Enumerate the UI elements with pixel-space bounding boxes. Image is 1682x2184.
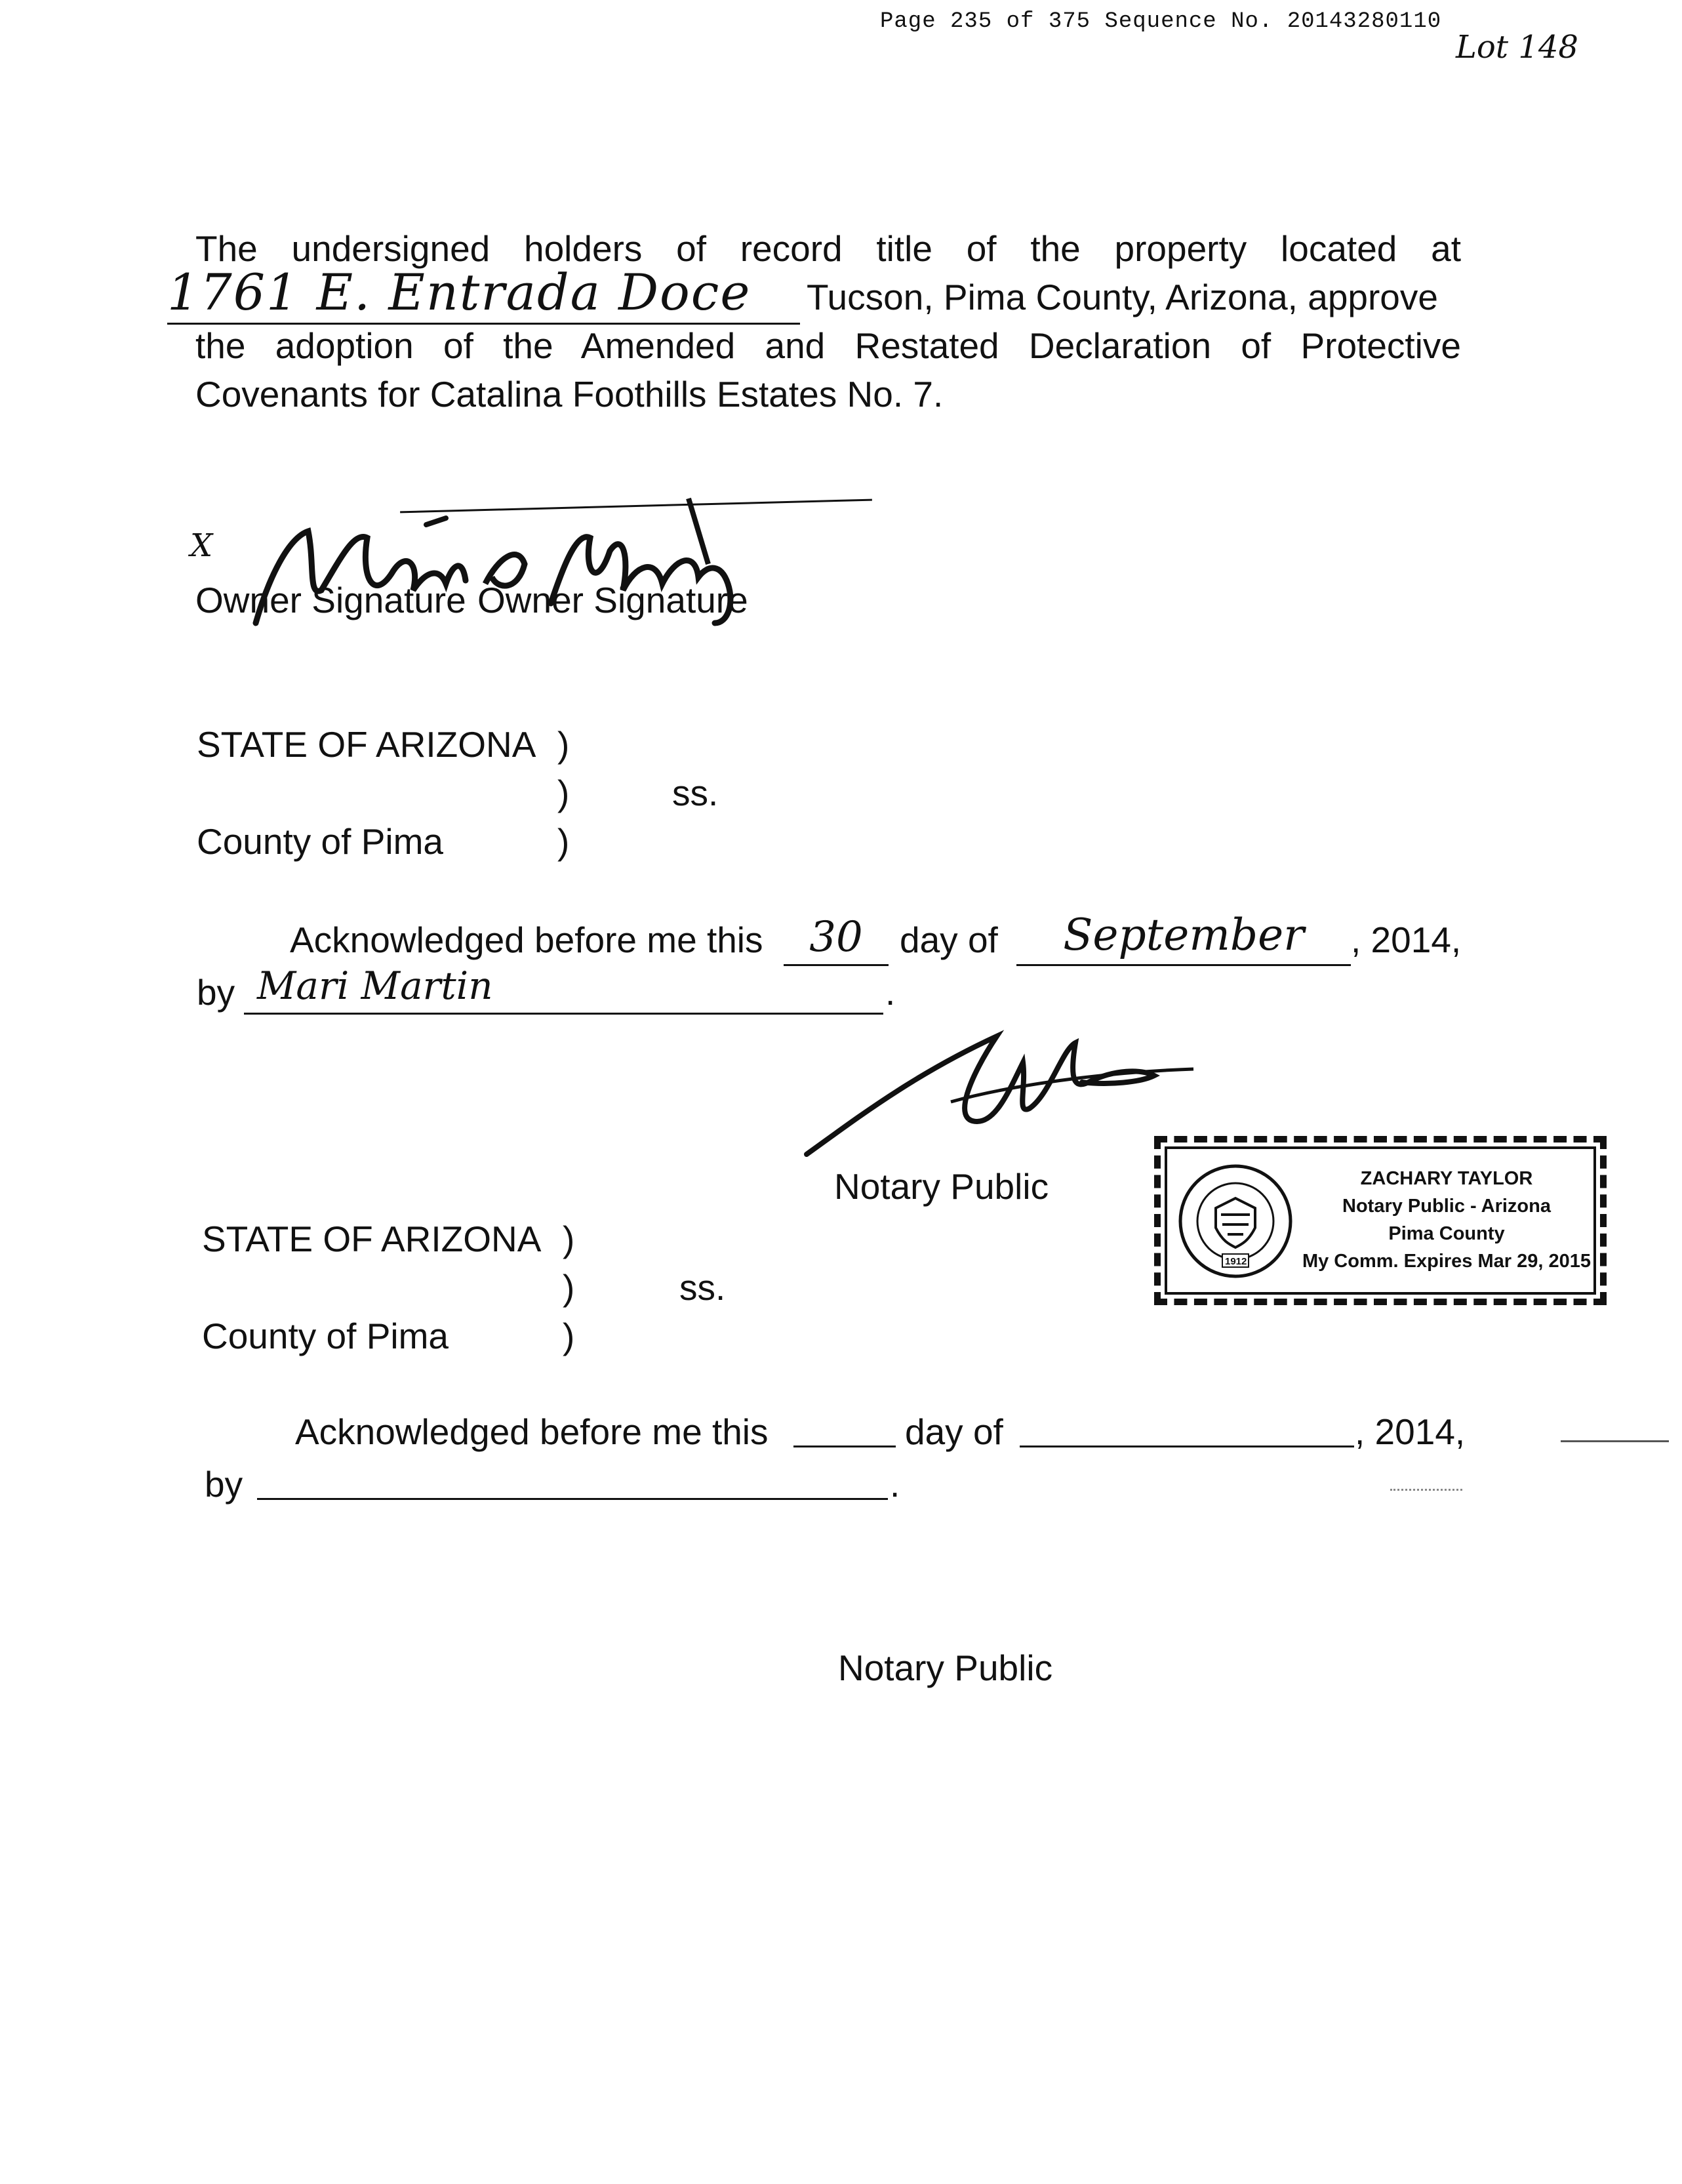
notary-public-label-2: Notary Public	[838, 1648, 1053, 1688]
stamp-notary-title: Notary Public - Arizona	[1342, 1196, 1551, 1217]
year-label: , 2014,	[1351, 920, 1462, 960]
by-label-2: by	[205, 1464, 243, 1505]
page-sequence-header: Page 235 of 375 Sequence No. 20143280110	[880, 9, 1442, 34]
acknowledged-prefix: Acknowledged before me this	[290, 920, 763, 960]
stamp-text-block	[1289, 1165, 1604, 1275]
stamp-notary-name: ZACHARY TAYLOR	[1360, 1168, 1533, 1189]
by-label: by	[197, 972, 235, 1013]
county-of-pima-label-2: County of Pima	[202, 1316, 449, 1356]
notary-public-label-1: Notary Public	[834, 1166, 1049, 1207]
ss-label-2: ss.	[679, 1267, 726, 1308]
month-field: September	[1016, 906, 1351, 966]
notary-signature-image	[800, 1023, 1207, 1167]
scan-mark-2	[1390, 1489, 1462, 1491]
month-field-blank	[1020, 1446, 1354, 1447]
paren-3: )	[557, 821, 570, 862]
scan-mark-1	[1561, 1440, 1669, 1442]
approval-line-2: Tucson, Pima County, Arizona, approve	[807, 277, 1438, 317]
paren-6: )	[563, 1316, 575, 1356]
owner-signature-image	[210, 492, 800, 636]
acknowledged-prefix-2: Acknowledged before me this	[295, 1411, 769, 1452]
state-of-arizona-label-2: STATE OF ARIZONA	[202, 1219, 542, 1259]
paren-4: )	[563, 1219, 575, 1259]
state-of-arizona-label: STATE OF ARIZONA	[197, 724, 536, 765]
stamp-expiration: My Comm. Expires Mar 29, 2015	[1302, 1251, 1592, 1272]
owner-signature-label-2: Owner Signature	[477, 580, 748, 620]
owner-signature-label-1: Owner Signature	[195, 580, 466, 620]
approval-line-4: Covenants for Catalina Foothills Estates No. 7.	[195, 374, 944, 415]
year-label-2: , 2014,	[1355, 1411, 1466, 1452]
by-name-field-blank	[257, 1498, 888, 1500]
county-of-pima-label: County of Pima	[197, 821, 444, 862]
seal-year: 1912	[1225, 1256, 1247, 1267]
day-of-label: day of	[900, 920, 998, 960]
paren-5: )	[563, 1267, 575, 1308]
paren-2: )	[557, 773, 570, 813]
day-field-blank	[793, 1446, 896, 1447]
approval-line-3: the adoption of the Amended and Restated Declaration of Protective	[195, 325, 1461, 366]
lot-number-note: Lot 148	[1456, 29, 1578, 66]
day-of-label-2: day of	[905, 1411, 1003, 1452]
approval-line-1: The undersigned holders of record title of the property located at	[195, 228, 1461, 269]
property-address-handwritten: 1761 E. Entrada Doce	[167, 262, 800, 325]
ss-label: ss.	[672, 773, 719, 813]
day-field: 30	[784, 910, 889, 966]
by-period: .	[885, 972, 896, 1013]
stamp-county: Pima County	[1388, 1223, 1505, 1244]
notary-stamp	[1154, 1136, 1607, 1305]
by-name-field: Mari Martin	[244, 959, 883, 1015]
signature-x-mark: X	[190, 527, 213, 564]
paren-1: )	[557, 724, 570, 765]
by-period-2: .	[890, 1464, 900, 1505]
